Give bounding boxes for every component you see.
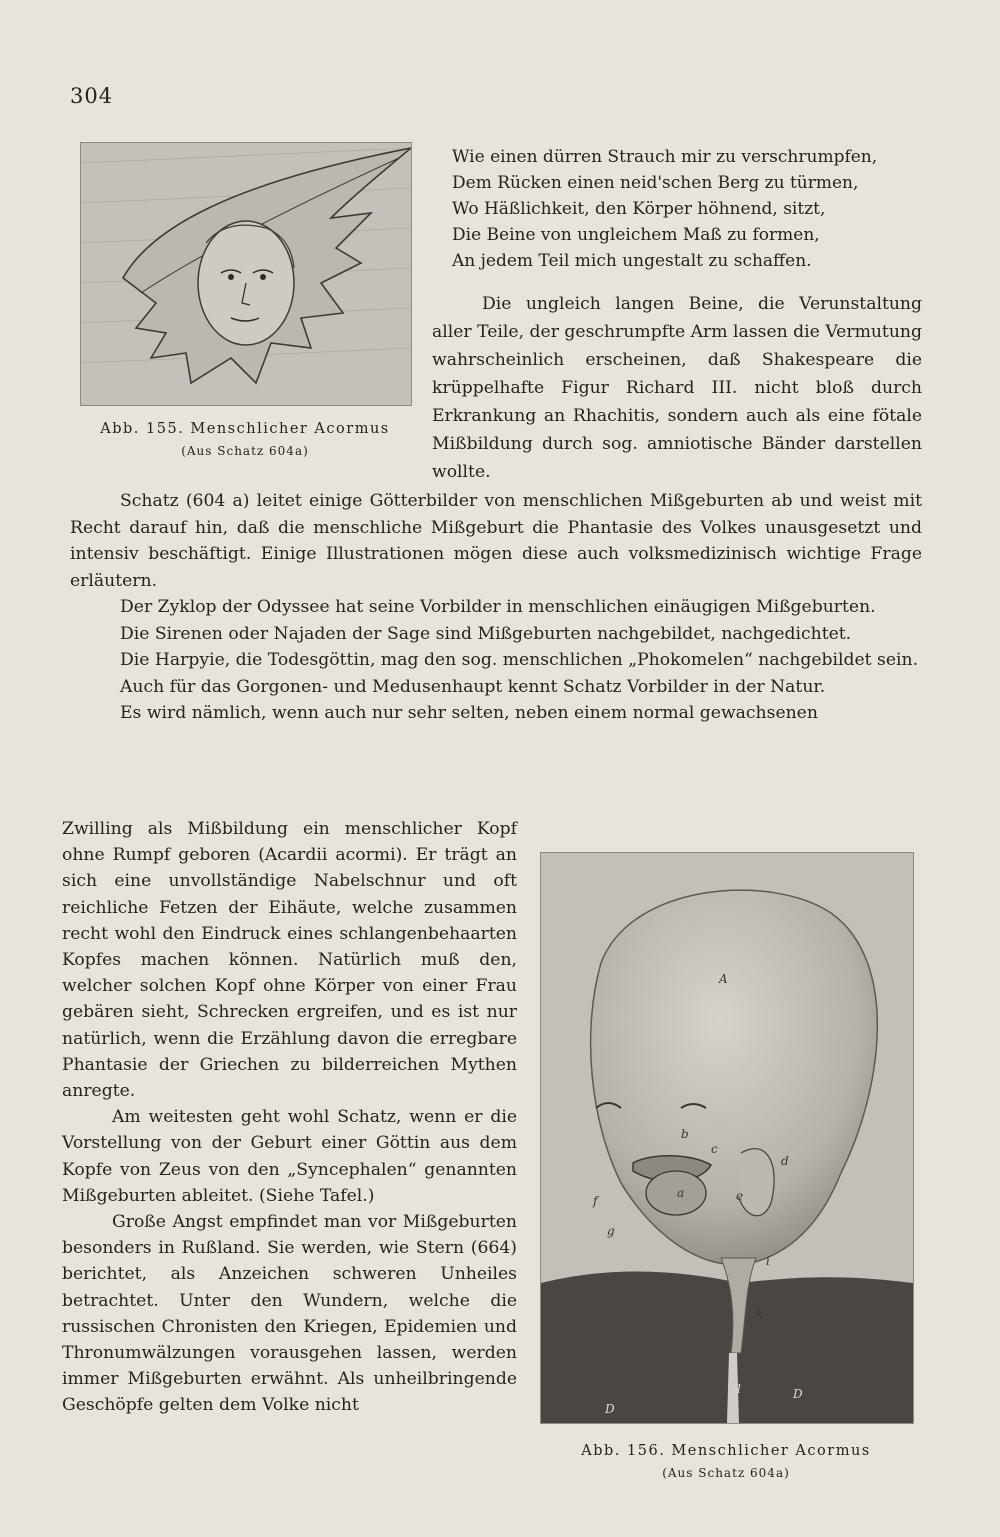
figure-156-caption [540,1440,912,1484]
paragraph-es-wird-first-line: Es wird nämlich, wenn auch nur sehr selten, neben einem normal gewachsenen [120,703,818,723]
paragraph-shakespeare [432,290,922,486]
poem-line: Dem Rücken einen neid'schen Berg zu türmen, [452,173,859,193]
paragraph-es-wird-rest: Zwilling als Mißbildung ein menschlicher Kopf ohne Rumpf geboren (Acardii acormi). Er trägt an sich eine unvollständige Nabelschnur und oft reichliche Fetzen der Eihäute, welche zusammen recht wohl den Eindruck eines schlangenbehaarten Kopfes machen können. Natürlich muß den, welcher solchen Kopf ohne Körper von einer Frau gebären sieht, Schrecken ergreifen, und es ist nur natürlich, wenn die Erzählung davon die erregbare Phantasie der Griechen zu bilderreichen Mythen anregte. [62,819,517,1102]
acormus-sketch-illustration [81,143,411,405]
figure-label: i [766,1254,770,1268]
paragraph-sirenen: Die Sirenen oder Najaden der Sage sind Mißgeburten nachgebildet, nachgedichtet. [120,623,852,644]
figure-155-caption [80,418,410,462]
figure-label: e [736,1189,744,1203]
poem-quote [452,144,922,274]
figure-label: k [756,1307,764,1321]
paragraph-zeus: Am weitesten geht wohl Schatz, wenn er die Vorstellung von der Geburt einer Göttin aus dem Kopfe von Zeus von den „Syncephalen“ genannten Mißgeburten ableitet. (Siehe Tafel.) [62,1107,517,1206]
figure-155-source: (Aus Schatz 604a) [181,444,309,458]
paragraph-russland: Große Angst empfindet man vor Mißgeburten besonders in Rußland. Sie werden, wie Stern (664) berichtet, als Anzeichen schweren Unheiles betrachtet. Unter den Wundern, welche die russischen Chronisten den Kriegen, Epidemien und Thronumwälzungen vorausgehen lassen, werden immer Mißgeburten erwähnt. Als unheilbringende Geschöpfe gelten dem Volke nicht [62,1212,517,1416]
paragraph-schatz: Schatz (604 a) leitet einige Götterbilder von menschlichen Mißgeburten ab und weist mit Recht darauf hin, daß die menschliche Mißgeburt die Phantasie des Volkes unausgesetzt und intensiv beschäftigt. Einige Illustrationen mögen diese auch volksmedizinisch wichtige Frage erläutern. [70,491,922,591]
body-text-full-width [70,488,922,727]
figure-label: f [593,1194,598,1208]
figure-156-title: Abb. 156. Menschlicher Acormus [581,1443,871,1459]
figure-label: b [681,1127,689,1141]
poem-line: An jedem Teil mich ungestalt zu schaffen. [452,251,812,271]
poem-line: Die Beine von ungleichem Maß zu formen, [452,225,820,245]
paragraph-harpyie: Die Harpyie, die Todesgöttin, mag den sog. menschlichen „Phokomelen“ nachgebildet sein. [120,650,919,670]
figure-label: g [607,1224,615,1238]
poem-line: Wie einen dürren Strauch mir zu verschrumpfen, [452,147,878,167]
figure-label: d [781,1154,789,1168]
figure-label: a [677,1186,685,1200]
paragraph-zyklop: Der Zyklop der Odyssee hat seine Vorbilder in menschlichen einäugigen Mißgeburten. [120,597,876,617]
figure-label: D [605,1402,615,1416]
figure-156-source: (Aus Schatz 604a) [662,1466,790,1480]
acormus-head-illustration [541,853,913,1423]
page-number: 304 [70,84,114,108]
body-text-left-column [62,816,517,1419]
figure-156-image [540,852,914,1424]
figure-label: A [719,972,728,986]
figure-label: D [793,1387,803,1401]
paragraph-text: Die ungleich langen Beine, die Verunstaltung aller Teile, der geschrumpfte Arm lassen die Vermutung wahrscheinlich erscheinen, daß Shakespeare die krüppelhafte Figur Richard III. nicht bloß durch Erkrankung an Rhachitis, sondern auch als eine fötale Mißbildung durch sog. amniotische Bänder darstellen wollte. [432,294,922,482]
poem-line: Wo Häßlichkeit, den Körper höhnend, sitzt, [452,199,826,219]
figure-155-title: Abb. 155. Menschlicher Acormus [100,421,390,437]
figure-label: l [737,1382,741,1396]
figure-label: c [711,1142,718,1156]
paragraph-gorgonen: Auch für das Gorgonen- und Medusenhaupt kennt Schatz Vorbilder in der Natur. [120,676,826,697]
figure-155-image [80,142,412,406]
